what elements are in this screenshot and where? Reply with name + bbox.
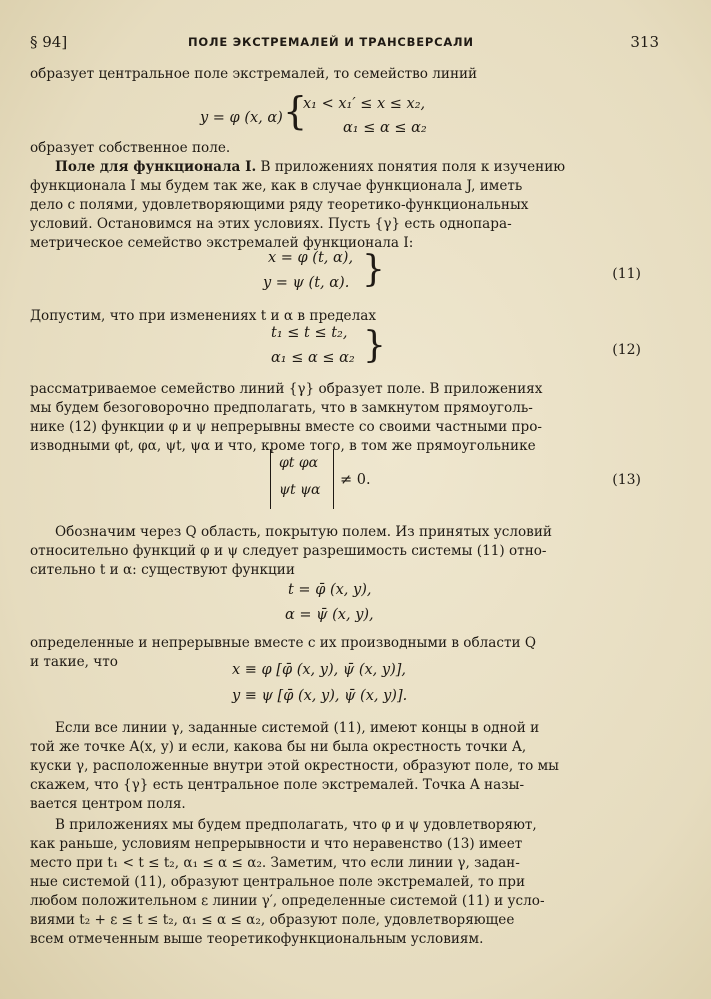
paragraph-9-line-2: как раньше, условиям непрерывности и что неравенство (13) имеет [30,836,523,852]
paragraph-4: Допустим, что при изменениях t и α в пределах [30,308,377,324]
formula-13-number: (13) [612,472,641,488]
paragraph-7-line-2: и такие, что [30,654,118,670]
paragraph-6-line-2: относительно функций φ и ψ следует разрешимость системы (11) отно- [30,543,547,559]
paragraph-3-line-3: дело с полями, удовлетворяющими ряду теоретико-функциональных [30,197,529,213]
paragraph-3 [30,158,626,177]
paragraph-3-heading: Поле для функционала I. [55,159,257,175]
formula-12-line1: t₁ ≤ t ≤ t₂, [271,325,348,341]
paragraph-8-line-1: Если все линии γ, заданные системой (11), имеют концы в одной и [55,720,540,736]
paragraph-2: образует собственное поле. [30,140,231,156]
paragraph-5-line-3: нике (12) функции φ и ψ непрерывны вместе со своими частными про- [30,419,543,435]
formula-11-brace: } [362,249,385,290]
formula-1-line1: x₁ < x₁′ ≤ x ≤ x₂, [303,96,426,112]
formula-1-brace: { [283,89,308,133]
paragraph-3-line-1: В приложениях понятия поля к изучению [256,159,566,175]
formula-13-rhs: ≠ 0. [340,472,371,488]
paragraph-5-line-4: изводными φt, φα, ψt, ψα и что, кроме того, в том же прямоугольнике [30,438,536,454]
formula-1-line2: α₁ ≤ α ≤ α₂ [343,120,427,136]
formula-1-left: y = φ (x, α) [200,110,283,126]
paragraph-5-line-1: рассматриваемое семейство линий {γ} образует поле. В приложениях [30,381,543,397]
formula-14-line2: α = ψ̄ (x, y), [285,607,374,623]
formula-12-line2: α₁ ≤ α ≤ α₂ [271,350,355,366]
formula-15-line1: x ≡ φ [φ̄ (x, y), ψ̄ (x, y)], [232,662,406,678]
jacobian-determinant [270,449,334,509]
paragraph-9-line-1: В приложениях мы будем предполагать, что φ и ψ удовлетворяют, [55,817,537,833]
page-header [30,33,659,53]
paragraph-8-line-2: той же точке A(x, y) и если, какова бы ни была окрестность точки A, [30,739,527,755]
determinant-row-1: φt φα [279,455,319,471]
paragraph-9-line-5: любом положительном ε линии γ′, определенные системой (11) и усло- [30,893,545,909]
paragraph-9-line-3: место при t₁ < t ≤ t₂, α₁ ≤ α ≤ α₂. Заметим, что если линии γ, задан- [30,855,520,871]
formula-12-brace: } [363,325,386,366]
paragraph-9-line-6: виями t₂ + ε ≤ t ≤ t₂, α₁ ≤ α ≤ α₂, образуют поле, удовлетворяющее [30,912,515,928]
formula-14-line1: t = φ̄ (x, y), [288,582,372,598]
paragraph-8-line-5: вается центром поля. [30,796,186,812]
formula-11-line1: x = φ (t, α), [268,250,354,266]
paragraph-5-line-2: мы будем безоговорочно предполагать, что в замкнутом прямоуголь- [30,400,533,416]
paragraph-9-line-7: всем отмеченным выше теоретикофункциональным условиям. [30,931,484,947]
page-number: 313 [630,33,659,51]
paragraph-7-line-1: определенные и непрерывные вместе с их производными в области Q [30,635,537,651]
paragraph-3-line-2: функционала I мы будем так же, как в случае функционала J, иметь [30,178,523,194]
formula-12-number: (12) [612,342,641,358]
paragraph-3-line-5: метрическое семейство экстремалей функционала I: [30,235,414,251]
determinant-row-2: ψt ψα [279,482,321,498]
paragraph-9-line-4: ные системой (11), образуют центральное поле экстремалей, то при [30,874,526,890]
formula-11-number: (11) [612,266,641,282]
paragraph-6-line-1: Обозначим через Q область, покрытую полем. Из принятых условий [55,524,552,540]
paragraph-1: образует центральное поле экстремалей, то семейство линий [30,66,478,82]
paragraph-3-line-4: условий. Остановимся на этих условиях. Пусть {γ} есть однопара- [30,216,512,232]
formula-15-line2: y ≡ ψ [φ̄ (x, y), ψ̄ (x, y)]. [232,688,408,704]
paragraph-6-line-3: сительно t и α: существуют функции [30,562,295,578]
section-number: § 94] [30,33,68,51]
running-title: ПОЛЕ ЭКСТРЕМАЛЕЙ И ТРАНСВЕРСАЛИ [188,35,474,49]
paragraph-8-line-3: куски γ, расположенные внутри этой окрестности, образуют поле, то мы [30,758,559,774]
formula-11-line2: y = ψ (t, α). [263,275,350,291]
paragraph-8-line-4: скажем, что {γ} есть центральное поле экстремалей. Точка A назы- [30,777,525,793]
